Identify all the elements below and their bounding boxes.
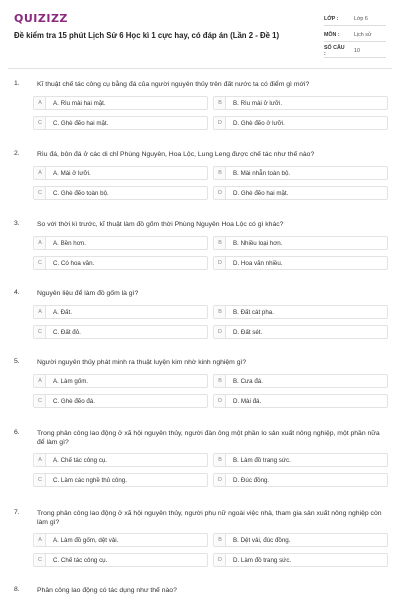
answer-option[interactable] bbox=[33, 374, 208, 388]
answer-option[interactable] bbox=[213, 96, 388, 110]
quizizz-logo: QUIZIZZ bbox=[14, 12, 68, 25]
answer-option[interactable] bbox=[33, 166, 208, 180]
option-text: B. Dệt vải, đúc đồng. bbox=[233, 536, 291, 544]
option-text: C. Ghè đẽo hai mặt. bbox=[53, 119, 109, 127]
option-letter-badge: B bbox=[215, 167, 226, 179]
question-number: 3. bbox=[14, 220, 20, 227]
answer-option[interactable] bbox=[213, 473, 388, 487]
option-letter-badge: C bbox=[35, 326, 46, 338]
question-number: 8. bbox=[14, 586, 20, 593]
answer-option[interactable] bbox=[33, 96, 208, 110]
option-letter-badge: D bbox=[215, 474, 226, 486]
option-text: D. Hoa văn nhiều. bbox=[233, 259, 283, 267]
option-text: D. Mài đá. bbox=[233, 397, 262, 405]
option-letter-badge: D bbox=[215, 257, 226, 269]
question-number: 6. bbox=[14, 429, 20, 436]
answer-option[interactable] bbox=[33, 553, 208, 567]
answer-option[interactable] bbox=[33, 186, 208, 200]
option-letter-badge: B bbox=[215, 237, 226, 249]
answer-option[interactable] bbox=[33, 453, 208, 467]
answer-option[interactable] bbox=[213, 116, 388, 130]
option-letter-badge: A bbox=[35, 375, 46, 387]
option-letter-badge: D bbox=[215, 554, 226, 566]
option-letter-badge: B bbox=[215, 306, 226, 318]
option-text: B. Mài nhẵn toàn bộ. bbox=[233, 169, 291, 177]
answer-option[interactable] bbox=[213, 533, 388, 547]
answer-option[interactable] bbox=[33, 116, 208, 130]
answer-option[interactable] bbox=[213, 553, 388, 567]
option-text: D. Đất sét. bbox=[233, 328, 263, 336]
option-text: B. Làm đồ trang sức. bbox=[233, 456, 291, 464]
question-text: Nguyên liệu để làm đồ gốm là gì? bbox=[37, 290, 139, 297]
question-text: Kĩ thuật chế tác công cụ bằng đá của người nguyên thủy trên đất nước ta có điểm gì mới? bbox=[37, 81, 310, 88]
page-header bbox=[0, 0, 400, 70]
answer-option[interactable] bbox=[33, 325, 208, 339]
question-text: Trong phân công lao động ở xã hội nguyên thủy, người phụ nữ ngoài việc nhà, tham gia sản xuất nông nghiệp còn làm gì? bbox=[37, 510, 382, 526]
option-letter-badge: A bbox=[35, 534, 46, 546]
option-text: C. Ghè đẽo toàn bộ. bbox=[53, 189, 109, 197]
option-letter-badge: D bbox=[215, 395, 226, 407]
meta-key: SỐ CÂU : bbox=[324, 45, 345, 57]
option-letter-badge: B bbox=[215, 454, 226, 466]
option-text: D. Làm đồ trang sức. bbox=[233, 556, 292, 564]
answer-option[interactable] bbox=[213, 305, 388, 319]
option-letter-badge: B bbox=[215, 375, 226, 387]
option-letter-badge: A bbox=[35, 454, 46, 466]
option-text: B. Đất cát pha. bbox=[233, 308, 274, 316]
option-text: A. Đất. bbox=[53, 308, 72, 316]
option-letter-badge: A bbox=[35, 237, 46, 249]
option-text: C. Ghè đẽo đá. bbox=[53, 397, 95, 405]
option-letter-badge: A bbox=[35, 167, 46, 179]
page-title: Đề kiểm tra 15 phút Lịch Sử 6 Học kì 1 cực hay, có đáp án (Lần 2 - Đề 1) bbox=[14, 31, 280, 40]
quiz-meta-panel bbox=[324, 13, 386, 61]
answer-option[interactable] bbox=[213, 374, 388, 388]
option-text: A. Làm đồ gốm, dệt vải. bbox=[53, 536, 119, 544]
option-letter-badge: C bbox=[35, 257, 46, 269]
option-letter-badge: A bbox=[35, 306, 46, 318]
meta-row-question-count bbox=[324, 45, 386, 58]
option-text: B. Rìu mài ở lưỡi. bbox=[233, 99, 283, 107]
header-divider bbox=[8, 68, 392, 69]
option-text: A. Chế tác công cụ. bbox=[53, 456, 107, 464]
question-text: So với thời kì trước, kĩ thuật làm đồ gốm thời Phùng Nguyên Hoa Lộc có gì khác? bbox=[37, 221, 284, 228]
answer-option[interactable] bbox=[213, 186, 388, 200]
question-text: Người nguyên thủy phát minh ra thuật luyện kim nhờ kinh nghiệm gì? bbox=[37, 359, 247, 366]
option-letter-badge: D bbox=[215, 187, 226, 199]
question-text: Rìu đá, bôn đá ở các di chỉ Phùng Nguyên, Hoa Lộc, Lung Leng được chế tác như thế nào? bbox=[37, 151, 315, 158]
meta-key: LỚP : bbox=[324, 16, 339, 22]
answer-option[interactable] bbox=[33, 236, 208, 250]
question-text: Trong phân công lao động ở xã hội nguyên thủy, người đàn ông một phần lo sản xuất nông nghiệp, một phần nữa để làm gì? bbox=[37, 430, 380, 446]
meta-row-subject bbox=[324, 29, 386, 42]
answer-option[interactable] bbox=[213, 453, 388, 467]
option-text: A. Mài ở lưỡi. bbox=[53, 169, 91, 177]
option-text: B. Nhiều loại hơn. bbox=[233, 239, 283, 247]
option-letter-badge: D bbox=[215, 117, 226, 129]
option-letter-badge: B bbox=[215, 97, 226, 109]
option-text: B. Cưa đá. bbox=[233, 377, 263, 385]
answer-option[interactable] bbox=[33, 533, 208, 547]
meta-key: MÔN : bbox=[324, 32, 340, 38]
option-letter-badge: C bbox=[35, 117, 46, 129]
option-letter-badge: C bbox=[35, 474, 46, 486]
option-letter-badge: D bbox=[215, 326, 226, 338]
answer-option[interactable] bbox=[33, 305, 208, 319]
answer-option[interactable] bbox=[213, 256, 388, 270]
answer-option[interactable] bbox=[33, 473, 208, 487]
option-text: C. Đất đỏ. bbox=[53, 328, 81, 336]
question-text: Phân công lao động có tác dụng như thế nào? bbox=[37, 587, 177, 594]
question-number: 2. bbox=[14, 150, 20, 157]
option-text: D. Đúc đồng. bbox=[233, 476, 270, 484]
option-text: A. Làm gốm. bbox=[53, 377, 89, 385]
option-text: A. Bền hơn. bbox=[53, 239, 86, 247]
meta-value: 10 bbox=[354, 48, 360, 54]
question-number: 5. bbox=[14, 358, 20, 365]
meta-value: Lịch sử bbox=[354, 32, 372, 38]
option-letter-badge: B bbox=[215, 534, 226, 546]
option-letter-badge: A bbox=[35, 97, 46, 109]
answer-option[interactable] bbox=[213, 166, 388, 180]
answer-option[interactable] bbox=[33, 256, 208, 270]
answer-option[interactable] bbox=[33, 394, 208, 408]
option-text: A. Rìu mài hai mặt. bbox=[53, 99, 106, 107]
option-letter-badge: C bbox=[35, 395, 46, 407]
option-letter-badge: C bbox=[35, 187, 46, 199]
option-text: C. Có hoa văn. bbox=[53, 259, 95, 267]
option-letter-badge: C bbox=[35, 554, 46, 566]
option-text: C. Chế tác công cụ. bbox=[53, 556, 108, 564]
option-text: C. Làm các nghề thủ công. bbox=[53, 476, 127, 484]
answer-option[interactable] bbox=[213, 325, 388, 339]
answer-option[interactable] bbox=[213, 394, 388, 408]
question-number: 4. bbox=[14, 289, 20, 296]
meta-value: Lớp 6 bbox=[354, 16, 368, 22]
question-number: 7. bbox=[14, 509, 20, 516]
answer-option[interactable] bbox=[213, 236, 388, 250]
question-number: 1. bbox=[14, 80, 20, 87]
meta-row-class bbox=[324, 13, 386, 26]
option-text: D. Ghè đẽo hai mặt. bbox=[233, 189, 289, 197]
option-text: D. Ghè đẽo ở lưỡi. bbox=[233, 119, 285, 127]
